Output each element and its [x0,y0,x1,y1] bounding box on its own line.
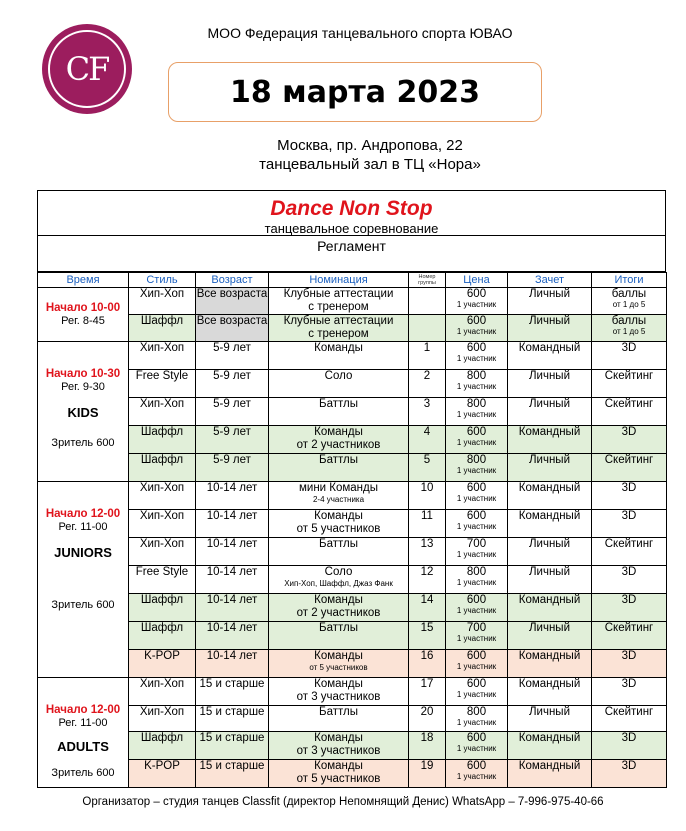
group-number-cell: 15 [409,622,446,650]
nomination-name: Команды [314,678,363,690]
start-time: Начало 12-00 [45,704,121,716]
nomination-note: Хип-Хоп, Шаффл, Джаз Фанк [284,579,393,588]
footer-organizer: Организатор – студия танцев Classfit (директор Непомнящий Денис) WhatsApp – 7-996-975-40-66 [82,796,604,808]
result-note: от 1 до 5 [612,327,646,336]
price-value: 600 [466,760,487,772]
nomination-name: Баттлы [319,538,358,550]
column-header: Время [38,273,129,288]
price-value: 600 [466,482,487,494]
age-cell: 10-14 лет [196,482,269,510]
price-cell [446,566,508,594]
price-value: 700 [466,538,487,550]
style-cell: Хип-Хоп [129,398,196,426]
nomination-cell [269,510,409,538]
organization-name: МОО Федерация танцевального спорта ЮВАО [207,25,513,41]
table-row [38,732,667,760]
age-cell: 5-9 лет [196,454,269,482]
nomination-name: Команды [314,732,363,744]
nomination-name: Баттлы [319,622,358,634]
nomination-name: мини Команды [298,482,379,494]
logo [42,24,132,114]
location-address: Москва, пр. Андропова, 22 [277,137,463,154]
table-row [38,426,667,454]
nomination-cell [269,678,409,706]
price-value: 600 [466,510,487,522]
age-cell: 10-14 лет [196,650,269,678]
start-time: Начало 12-00 [45,508,121,520]
price-note: 1 участник [456,634,497,643]
nomination-name: Команды [314,650,363,662]
result-value: Скейтинг [604,706,654,718]
credit-cell: Личный [508,566,592,594]
price-cell [446,650,508,678]
result-cell [592,510,667,538]
result-cell [592,342,667,370]
result-value: 3D [621,732,637,744]
event-name: Dance Non Stop [270,197,433,220]
nomination-cell [269,288,409,315]
result-cell [592,398,667,426]
group-number-cell: 17 [409,678,446,706]
price-note: 1 участник [456,718,497,727]
table-row [38,622,667,650]
location-venue: танцевальный зал в ТЦ «Нора» [259,156,481,173]
nomination-detail: от 5 участников [296,773,381,785]
credit-cell: Командный [508,732,592,760]
price-value: 600 [466,342,487,354]
result-value: Скейтинг [604,454,654,466]
price-value: 600 [466,678,487,690]
price-value: 800 [466,566,487,578]
age-cell: 15 и старше [196,760,269,788]
nomination-cell [269,398,409,426]
result-cell [592,594,667,622]
price-note: 1 участник [456,550,497,559]
price-note: 1 участник [456,438,497,447]
style-cell: Хип-Хоп [129,678,196,706]
table-row [38,288,667,315]
credit-cell: Командный [508,678,592,706]
credit-cell: Командный [508,426,592,454]
logo-ring [48,30,126,108]
price-note: 1 участник [456,410,497,419]
viewer-price: Зритель 600 [51,599,115,611]
nomination-name: Клубные аттестации [283,315,394,327]
table-row [38,342,667,370]
result-value: Скейтинг [604,622,654,634]
time-cell [38,288,129,342]
table-row [38,454,667,482]
price-cell [446,426,508,454]
time-cell [38,482,129,678]
price-value: 700 [466,622,487,634]
nomination-name: Баттлы [319,454,358,466]
price-cell [446,760,508,788]
style-cell: Шаффл [129,426,196,454]
group-number-cell: 10 [409,482,446,510]
nomination-detail: от 2 участников [296,439,381,451]
credit-cell: Личный [508,706,592,732]
column-header: Номер группы [409,273,446,288]
price-value: 600 [466,315,487,327]
price-cell [446,622,508,650]
price-cell [446,732,508,760]
nomination-cell [269,622,409,650]
price-note: 1 участник [456,300,497,309]
group-number-cell: 3 [409,398,446,426]
credit-cell: Личный [508,315,592,342]
result-value: 3D [621,566,637,578]
nomination-cell [269,706,409,732]
age-cell: 10-14 лет [196,622,269,650]
nomination-cell [269,594,409,622]
age-cell: 15 и старше [196,678,269,706]
nomination-cell [269,426,409,454]
age-cell: 15 и старше [196,706,269,732]
style-cell: Хип-Хоп [129,538,196,566]
style-cell: Шаффл [129,454,196,482]
price-note: 1 участник [456,354,497,363]
result-value: Скейтинг [604,398,654,410]
registration-time: Рег. 8-45 [61,315,105,327]
column-header: Номинация [269,273,409,288]
result-cell [592,538,667,566]
result-value: 3D [621,342,637,354]
result-cell [592,288,667,315]
start-time: Начало 10-00 [45,302,121,314]
time-cell [38,342,129,482]
nomination-detail: от 3 участников [296,691,381,703]
nomination-name: Команды [314,594,363,606]
event-date: 18 марта 2023 [168,62,542,122]
group-number-cell: 20 [409,706,446,732]
result-value: Скейтинг [604,538,654,550]
nomination-cell [269,482,409,510]
table-row [38,398,667,426]
price-value: 600 [466,732,487,744]
price-note: 1 участник [456,466,497,475]
price-cell [446,315,508,342]
result-cell [592,650,667,678]
price-note: 1 участник [456,772,497,781]
schedule-table [37,190,666,788]
style-cell: K-POP [129,650,196,678]
schedule-grid [37,272,667,788]
table-row [38,510,667,538]
age-cell: 10-14 лет [196,510,269,538]
column-header: Итоги [592,273,667,288]
group-name: ADULTS [57,739,109,754]
nomination-detail: с тренером [308,328,369,340]
age-cell: 15 и старше [196,732,269,760]
price-note: 1 участник [456,662,497,671]
credit-cell: Личный [508,454,592,482]
credit-cell: Личный [508,538,592,566]
price-cell [446,678,508,706]
credit-cell: Личный [508,370,592,398]
table-title-block [37,190,666,272]
logo-text: CF [65,50,109,88]
table-row [38,315,667,342]
table-row [38,760,667,788]
result-value: 3D [621,510,637,522]
price-cell [446,288,508,315]
nomination-detail: от 2 участников [296,607,381,619]
price-note: 1 участник [456,744,497,753]
group-number-cell: 4 [409,426,446,454]
result-value: 3D [621,426,637,438]
price-note: 1 участник [456,578,497,587]
price-cell [446,706,508,732]
style-cell: Хип-Хоп [129,706,196,732]
nomination-name: Команды [314,510,363,522]
result-cell [592,454,667,482]
divider [38,235,665,236]
group-number-cell: 13 [409,538,446,566]
result-cell [592,566,667,594]
nomination-cell [269,650,409,678]
style-cell: Free Style [129,370,196,398]
style-cell: K-POP [129,760,196,788]
nomination-detail: от 5 участников [296,523,381,535]
column-header: Возраст [196,273,269,288]
table-row [38,650,667,678]
style-cell: Хип-Хоп [129,288,196,315]
group-name: JUNIORS [54,545,112,560]
result-value: 3D [621,678,637,690]
price-cell [446,538,508,566]
group-number-cell: 19 [409,760,446,788]
credit-cell: Личный [508,398,592,426]
style-cell: Free Style [129,566,196,594]
price-note: 1 участник [456,327,497,336]
age-cell: 5-9 лет [196,370,269,398]
price-cell [446,398,508,426]
section-title: Регламент [317,238,386,254]
nomination-name: Клубные аттестации [283,288,394,300]
nomination-cell [269,566,409,594]
style-cell: Шаффл [129,732,196,760]
time-cell [38,678,129,788]
nomination-cell [269,538,409,566]
price-value: 600 [466,594,487,606]
group-number-cell: 18 [409,732,446,760]
group-number-cell: 5 [409,454,446,482]
price-cell [446,594,508,622]
nomination-note: от 5 участников [309,663,368,672]
age-cell: 5-9 лет [196,342,269,370]
result-cell [592,622,667,650]
credit-cell: Личный [508,622,592,650]
result-note: от 1 до 5 [612,300,646,309]
table-row [38,566,667,594]
credit-cell: Командный [508,342,592,370]
result-cell [592,706,667,732]
style-cell: Шаффл [129,315,196,342]
result-value: баллы [611,315,647,327]
age-cell: Все возраста [196,315,269,342]
start-time: Начало 10-30 [45,368,121,380]
nomination-name: Баттлы [319,398,358,410]
viewer-price: Зритель 600 [51,437,115,449]
price-value: 800 [466,370,487,382]
price-value: 800 [466,454,487,466]
credit-cell: Командный [508,760,592,788]
column-header: Зачет [508,273,592,288]
price-cell [446,370,508,398]
group-number-cell: 16 [409,650,446,678]
registration-time: Рег. 11-00 [58,521,108,533]
nomination-cell [269,732,409,760]
result-cell [592,315,667,342]
nomination-name: Соло [324,566,353,578]
price-note: 1 участник [456,494,497,503]
registration-time: Рег. 11-00 [58,717,108,729]
price-note: 1 участник [456,382,497,391]
group-number-cell [409,315,446,342]
table-row [38,538,667,566]
credit-cell: Командный [508,650,592,678]
age-cell: 10-14 лет [196,538,269,566]
table-row [38,594,667,622]
result-cell [592,482,667,510]
price-cell [446,510,508,538]
group-number-cell: 2 [409,370,446,398]
style-cell: Хип-Хоп [129,342,196,370]
event-subtitle: танцевальное соревнование [264,221,439,236]
result-cell [592,426,667,454]
table-row [38,706,667,732]
price-cell [446,482,508,510]
result-cell [592,732,667,760]
age-cell: 5-9 лет [196,426,269,454]
style-cell: Шаффл [129,622,196,650]
column-header: Цена [446,273,508,288]
style-cell: Хип-Хоп [129,482,196,510]
result-cell [592,370,667,398]
nomination-name: Команды [314,760,363,772]
group-number-cell: 12 [409,566,446,594]
nomination-detail: от 3 участников [296,745,381,757]
nomination-cell [269,342,409,370]
style-cell: Шаффл [129,594,196,622]
nomination-name: Соло [324,370,353,382]
nomination-detail: с тренером [308,301,369,313]
group-name: KIDS [67,405,99,420]
price-value: 600 [466,650,487,662]
style-cell: Хип-Хоп [129,510,196,538]
credit-cell: Командный [508,482,592,510]
age-cell: Все возраста [196,288,269,315]
result-value: 3D [621,650,637,662]
nomination-cell [269,760,409,788]
result-value: 3D [621,594,637,606]
credit-cell: Командный [508,594,592,622]
price-note: 1 участник [456,690,497,699]
nomination-cell [269,315,409,342]
price-value: 600 [466,426,487,438]
result-value: баллы [611,288,647,300]
nomination-name: Команды [314,342,363,354]
nomination-name: Баттлы [319,706,358,718]
age-cell: 5-9 лет [196,398,269,426]
header-row [38,273,667,288]
table-row [38,370,667,398]
price-cell [446,342,508,370]
schedule-body [38,288,667,788]
group-number-cell: 11 [409,510,446,538]
nomination-name: Команды [314,426,363,438]
table-row [38,482,667,510]
result-value: 3D [621,482,637,494]
result-value: 3D [621,760,637,772]
age-cell: 10-14 лет [196,594,269,622]
age-cell: 10-14 лет [196,566,269,594]
price-cell [446,454,508,482]
credit-cell: Командный [508,510,592,538]
table-row [38,678,667,706]
viewer-price: Зритель 600 [51,767,115,779]
column-header: Стиль [129,273,196,288]
price-value: 800 [466,706,487,718]
group-number-cell: 14 [409,594,446,622]
price-note: 1 участник [456,606,497,615]
nomination-cell [269,454,409,482]
result-cell [592,678,667,706]
result-value: Скейтинг [604,370,654,382]
nomination-note: 2-4 участника [312,495,365,504]
price-value: 600 [466,288,487,300]
group-number-cell: 1 [409,342,446,370]
credit-cell: Личный [508,288,592,315]
price-note: 1 участник [456,522,497,531]
nomination-cell [269,370,409,398]
result-cell [592,760,667,788]
price-value: 800 [466,398,487,410]
registration-time: Рег. 9-30 [61,381,105,393]
group-number-cell [409,288,446,315]
